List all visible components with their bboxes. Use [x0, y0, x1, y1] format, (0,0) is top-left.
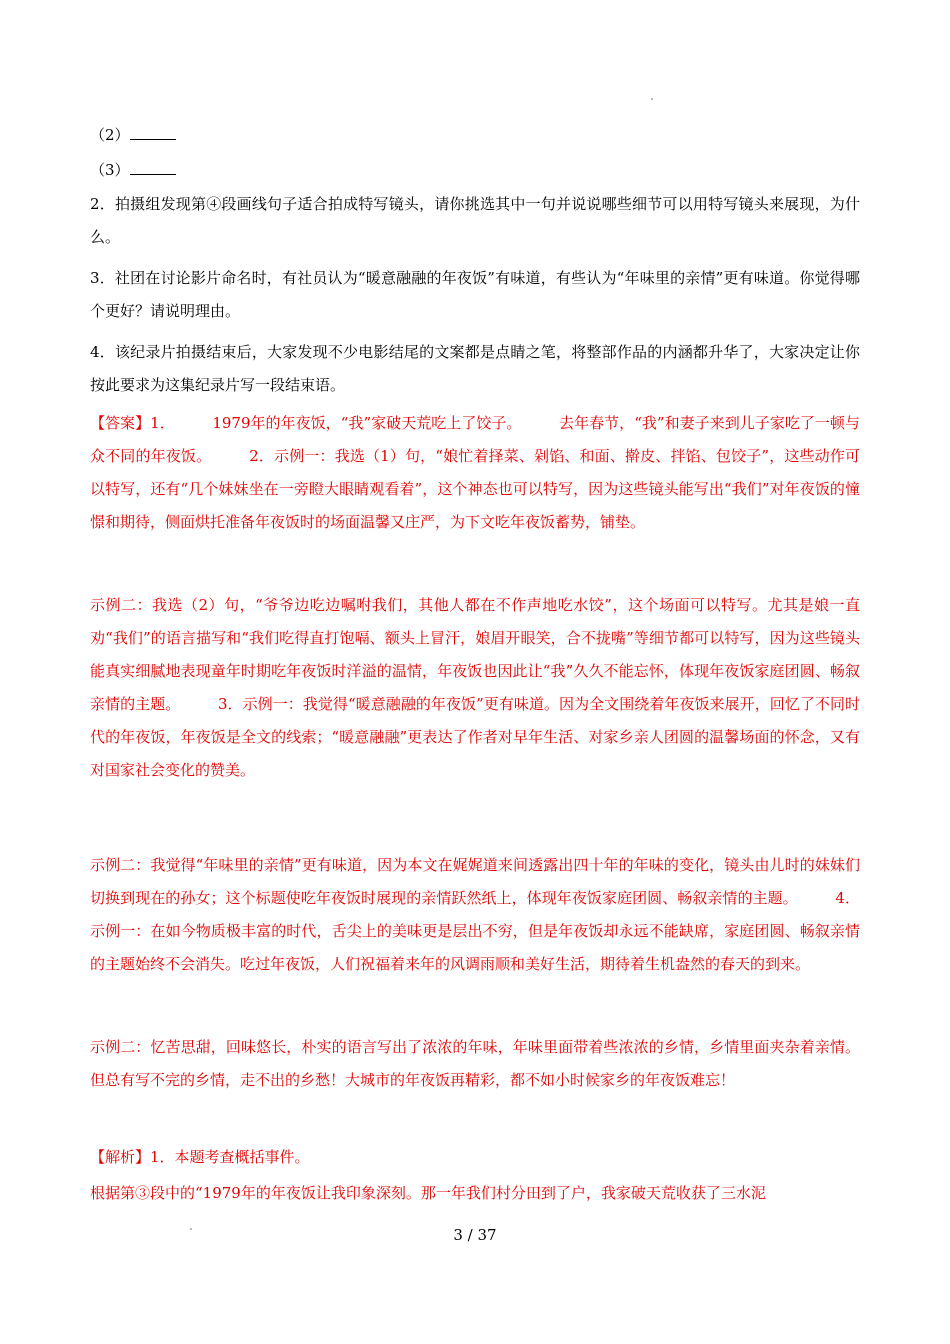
page-number: 3 / 37: [453, 1226, 497, 1244]
question-3: 3．社团在讨论影片命名时，有社员认为“暖意融融的年夜饭”有味道，有些认为“年味里的亲情”更有味道。你觉得哪个更好？请说明理由。: [90, 269, 860, 320]
answer-paragraph-2: 示例二：我选（2）句，“爷爷边吃边嘱咐我们，其他人都在不作声地吃水饺”，这个场面可以特写。尤其是娘一直劝“我们”的语言描写和“我们吃得直打饱嗝、额头上冒汗，娘眉开眼笑，合不拢嘴”等细节都可以特写，因为这些镜头能真实细腻地表现童年时期吃年夜饭时洋溢的温情，年夜饭也因此让“我”久久不能忘怀，体现年夜饭家庭团圆、畅叙亲情的主题。 3．示例一：我觉得“暖意融融的年夜饭”更有味道。因为全文围绕着年夜饭来展开，回忆了不同时代的年夜饭，年夜饭是全文的线索；“暖意融融”更表达了作者对早年生活、对家乡亲人团圆的温馨场面的怀念，又有对国家社会变化的赞美。: [90, 596, 860, 779]
answer-paragraph-1: 【答案】1． 1979年的年夜饭，“我”家破天荒吃上了饺子。 去年春节，“我”和妻子来到儿子家吃了一顿与众不同的年夜饭。 2．示例一：我选（1）句，“娘忙着择菜、剁馅、和面、擀皮、拌馅、包饺子”，这些动作可以特写，还有“几个妹妹坐在一旁瞪大眼睛观看着”，这个神态也可以特写，因为这些镜头能写出“我们”对年夜饭的憧憬和期待，侧面烘托准备年夜饭时的场面温馨又庄严，为下文吃年夜饭蓄势，铺垫。: [90, 414, 860, 531]
question-2: 2．拍摄组发现第④段画线句子适合拍成特写镜头，请你挑选其中一句并说说哪些细节可以用特写镜头来展现，为什么。: [90, 195, 860, 246]
analysis-text: 【解析】1．本题考查概括事件。: [90, 1148, 310, 1166]
answer-blank: [130, 125, 176, 140]
scan-speck: [651, 98, 653, 100]
question-1-item-2: （2）: [90, 119, 860, 152]
question-1-item-3: （3）: [90, 154, 860, 187]
answer-paragraph-4: 示例二：忆苦思甜，回味悠长，朴实的语言写出了浓浓的年味，年味里面带着些浓浓的乡情，乡情里面夹杂着亲情。但总有写不完的乡情，走不出的乡愁！大城市的年夜饭再精彩，都不如小时候家乡的年夜饭难忘！: [90, 1038, 860, 1089]
answer-blank: [130, 160, 176, 175]
analysis-paragraph: 根据第③段中的“1979年的年夜饭让我印象深刻。那一年我们村分田到了户，我家破天荒收获了三水泥: [90, 1184, 766, 1202]
analysis-heading: [90, 1141, 860, 1174]
question-4: 4．该纪录片拍摄结束后，大家发现不少电影结尾的文案都是点睛之笔，将整部作品的内涵都升华了，大家决定让你按此要求为这集纪录片写一段结束语。: [90, 343, 860, 394]
answer-paragraph-3: 示例二：我觉得“年味里的亲情”更有味道，因为本文在娓娓道来间透露出四十年的年味的变化，镜头由儿时的妹妹们切换到现在的孙女；这个标题使吃年夜饭时展现的亲情跃然纸上，体现年夜饭家庭团圆、畅叙亲情的主题。 4．示例一：在如今物质极丰富的时代，舌尖上的美味更是层出不穷，但是年夜饭却永远不能缺席，家庭团圆、畅叙亲情的主题始终不会消失。吃过年夜饭，人们祝福着来年的风调雨顺和美好生活，期待着生机盎然的春天的到来。: [90, 856, 860, 973]
